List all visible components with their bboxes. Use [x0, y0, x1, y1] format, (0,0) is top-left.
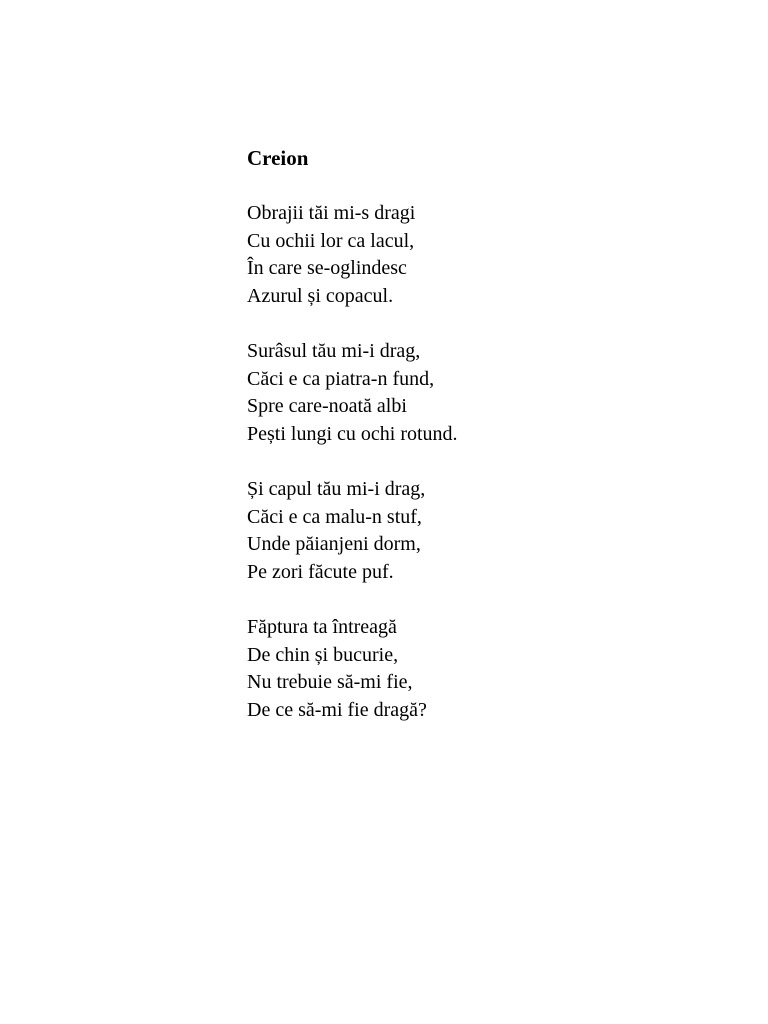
poem-line: Surâsul tău mi-i drag,	[247, 340, 421, 362]
poem-line: Căci e ca piatra-n fund,	[247, 367, 435, 390]
stanza-2	[247, 338, 667, 448]
stanza-4	[247, 614, 667, 724]
poem-line: Nu trebuie să-mi fie,	[247, 671, 413, 693]
poem-line: Cu ochii lor ca lacul,	[247, 229, 415, 252]
poem-title: Creion	[247, 146, 309, 170]
stanza-1	[247, 200, 667, 310]
poem-line: În care se-oglindesc	[247, 257, 407, 279]
poem-line: Obrajii tăi mi-s dragi	[247, 202, 416, 224]
poem-line: De chin și bucurie,	[247, 643, 399, 666]
poem-line: Căci e ca malu-n stuf,	[247, 505, 422, 528]
stanza-3	[247, 476, 667, 586]
poem-line: De ce să-mi fie dragă?	[247, 698, 427, 721]
poem-line: Pe zori făcute puf.	[247, 560, 394, 583]
poem-line: Pești lungi cu ochi rotund.	[247, 422, 458, 445]
poem-line: Azurul și copacul.	[247, 284, 394, 307]
poem	[247, 144, 667, 752]
poem-line: Spre care-noată albi	[247, 395, 407, 417]
poem-line: Unde păianjeni dorm,	[247, 533, 421, 555]
poem-line: Făptura ta întreagă	[247, 616, 397, 638]
poem-line: Și capul tău mi-i drag,	[247, 478, 426, 500]
